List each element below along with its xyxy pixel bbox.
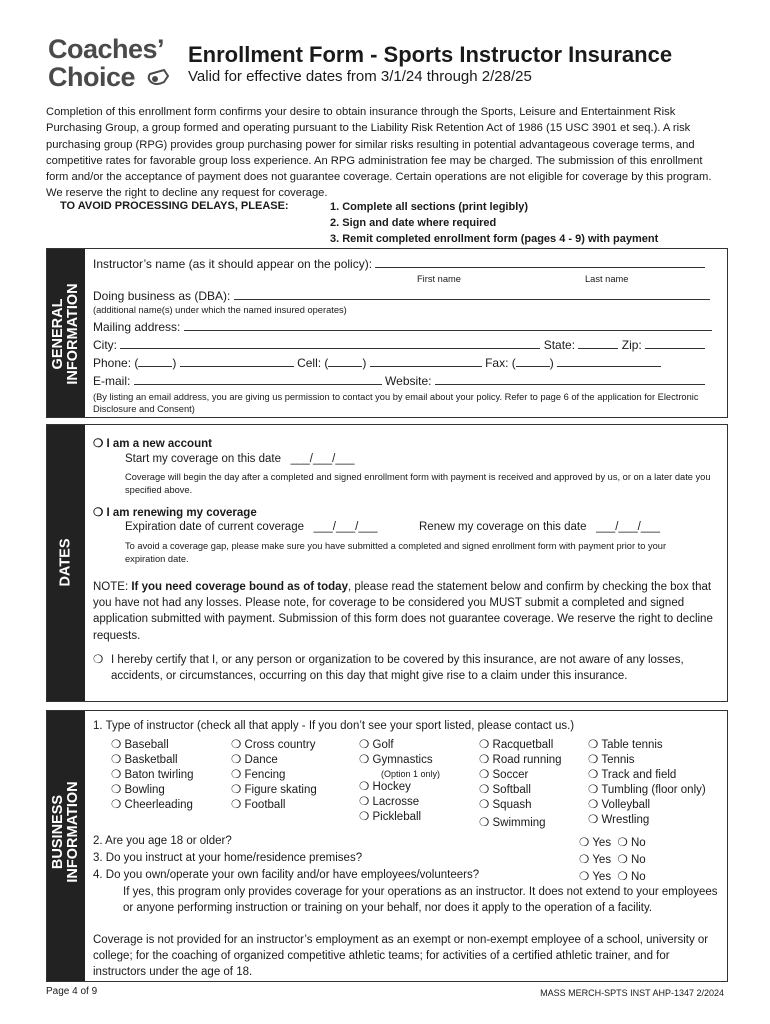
phone-area-field[interactable] (138, 356, 172, 367)
sport-option[interactable]: ❍ Cheerleading (111, 799, 193, 811)
step-3: 3. Remit completed enrollment form (pages 4 - 9) with payment (330, 232, 659, 245)
dates-label: DATES (57, 538, 74, 587)
sport-option[interactable]: ❍ Racquetball (479, 739, 554, 751)
start-date-label: Start my coverage on this date (125, 453, 281, 465)
state-field[interactable] (578, 338, 618, 349)
dates-sidebar (47, 425, 85, 701)
city-field[interactable] (120, 338, 540, 349)
sport-option[interactable]: ❍ Table tennis (588, 739, 663, 751)
form-code: MASS MERCH-SPTS INST AHP-1347 2/2024 (540, 988, 724, 998)
sport-option[interactable]: ❍ Soccer (479, 769, 529, 781)
facility-yes-option[interactable]: ❍ Yes (579, 871, 612, 883)
sport-option[interactable]: ❍ Dance (231, 754, 278, 766)
renew-date-field[interactable]: ___/___/___ (596, 521, 661, 533)
sport-column-5 (588, 738, 706, 828)
sport-option[interactable]: ❍ Baton twirling (111, 769, 194, 781)
cell-field[interactable] (370, 356, 482, 367)
expiration-date-label: Expiration date of current coverage (125, 521, 304, 533)
instructor-type-question: 1. Type of instructor (check all that apply - If you don’t see your sport listed, please contact us.) (93, 720, 575, 732)
whistle-icon (146, 68, 170, 88)
instructor-name-field[interactable] (375, 257, 705, 268)
note-bold: If you need coverage bound as of today (131, 581, 348, 593)
start-date-note: Coverage will begin the day after a completed and signed enrollment form with payment is received and approved by us, or on a later date you specified above. (125, 472, 711, 495)
sport-option[interactable]: ❍ Hockey (359, 781, 411, 793)
age-no-option[interactable]: ❍ No (617, 837, 646, 849)
age-question: 2. Are you age 18 or older? (93, 835, 232, 847)
sport-option[interactable]: ❍ Lacrosse (359, 796, 420, 808)
sport-option[interactable]: ❍ Cross country (231, 739, 316, 751)
phone-label: Phone: ( (93, 356, 139, 370)
business-label: BUSINESS (50, 794, 66, 870)
website-label: Website: (385, 374, 432, 388)
email-field[interactable] (134, 374, 382, 385)
facility-answer (579, 869, 646, 883)
business-information-sidebar (47, 711, 85, 981)
website-field[interactable] (435, 374, 705, 385)
sport-option[interactable]: ❍ Volleyball (588, 799, 651, 811)
step-1: 1. Complete all sections (print legibly) (330, 201, 529, 213)
sport-option[interactable]: ❍ Figure skating (231, 784, 317, 796)
state-label: State: (543, 338, 576, 352)
home-premises-question: 3. Do you instruct at your home/residence premises? (93, 852, 363, 864)
business-information-label: INFORMATION (65, 781, 81, 883)
dates-section (46, 424, 728, 702)
home-no-option[interactable]: ❍ No (617, 854, 646, 866)
fax-area-field[interactable] (516, 356, 550, 367)
avoid-delays-label: TO AVOID PROCESSING DELAYS, PLEASE: (60, 200, 289, 212)
dba-field[interactable] (234, 289, 710, 300)
note-prefix: NOTE: (93, 581, 132, 593)
certify-statement: I hereby certify that I, or any person or organization to be covered by this insurance, are not aware of any losses, accidents, or circumstances, occurring on this day that might give rise to a claim under this insurance. (111, 654, 684, 682)
cell-label: Cell: ( (297, 356, 329, 370)
coaches-choice-logo (48, 34, 188, 92)
general-information-section: GENERAL INFORMATION Instructor’s name (as it should appear on the policy): First name Last name Doing business as (DBA): (additional name(s) under which the named insured operates) Mailing address: City: State: Zip: Phone: ( ) Cell: ( ) Fax: ( ) E-mail: Website: (By listing an email address, you are giving us permission to contact you by email about your policy. Refer to page 6 of the application for Electronic Disclosure and Consent) (46, 248, 728, 418)
sport-option[interactable]: ❍ Pickleball (359, 811, 422, 823)
sport-option[interactable]: ❍ Road running (479, 754, 562, 766)
sport-option[interactable]: ❍ Gymnastics (359, 754, 433, 766)
home-premises-answer (579, 852, 646, 866)
zip-label: Zip: (621, 338, 642, 352)
age-yes-option[interactable]: ❍ Yes (579, 837, 612, 849)
logo-text-line1: Coaches’ (48, 34, 165, 64)
form-subtitle: Valid for effective dates from 3/1/24 through 2/28/25 (188, 68, 532, 85)
dba-label: Doing business as (DBA): (93, 289, 231, 303)
sport-option[interactable]: ❍ Tumbling (floor only) (588, 784, 706, 796)
sport-option[interactable]: ❍ Track and field (588, 769, 677, 781)
home-yes-option[interactable]: ❍ Yes (579, 854, 612, 866)
sport-column-3 (359, 738, 440, 825)
last-name-label: Last name (585, 274, 629, 284)
general-label: GENERAL (50, 298, 66, 370)
sport-option[interactable]: ❍ Fencing (231, 769, 286, 781)
logo-text-line2: Choice (48, 62, 136, 92)
dba-note: (additional name(s) under which the named insured operates) (93, 305, 347, 315)
mailing-address-field[interactable] (184, 320, 712, 331)
cell-area-field[interactable] (328, 356, 362, 367)
facility-note: If yes, this program only provides coverage for your operations as an instructor. It does not extend to your employees or anyone performing instruction or training on your behalf, nor does it apply to the operation of a facility. (123, 886, 718, 914)
business-information-section (46, 710, 728, 982)
sport-column-4 (479, 738, 562, 831)
note-rest: , please read the statement below and confirm by checking the box that you have not had any losses. Please note, for coverage to be considered you MUST submit a completed and signed application submitted with payment. Submission of this form does not guarantee coverage. We reserve the right to decline requests. (93, 581, 713, 642)
fax-field[interactable] (557, 356, 661, 367)
gymnastics-note: (Option 1 only) (381, 769, 441, 779)
facility-no-option[interactable]: ❍ No (617, 871, 646, 883)
sport-option[interactable]: ❍ Tennis (588, 754, 635, 766)
renewing-label: I am renewing my coverage (106, 507, 257, 519)
sport-option[interactable]: ❍ Baseball (111, 739, 169, 751)
new-account-checkbox[interactable]: ❍ (93, 438, 104, 450)
certify-checkbox[interactable]: ❍ (93, 654, 104, 666)
form-title: Enrollment Form - Sports Instructor Insurance (188, 42, 673, 67)
first-name-label: First name (417, 274, 461, 284)
city-label: City: (93, 338, 117, 352)
sport-option[interactable]: ❍ Wrestling (588, 814, 650, 826)
intro-paragraph: Completion of this enrollment form confirms your desire to obtain insurance through the Sports, Leisure and Entertainment Risk Purchasing Group, a group formed and operating pursuant to the Liability Risk Retention Act of 1986 (15 USC 3901 et seq.). A risk purchasing group (RPG) provides group purchasing power for similar risks resulting in potential advantageous coverage terms, and competitive rates for favorable group loss experience. An RPG administration fee may be charged. The submission of this enrollment form and/or the acceptance of payment does not guarantee coverage. Certain operations are not eligible for coverage by this program. We reserve the right to decline any request for coverage. (46, 106, 712, 200)
sport-option[interactable]: ❍ Golf (359, 739, 394, 751)
sport-option[interactable]: ❍ Softball (479, 784, 531, 796)
sport-option[interactable]: ❍ Basketball (111, 754, 178, 766)
information-label: INFORMATION (65, 283, 81, 385)
instructor-name-label: Instructor’s name (as it should appear on the policy): (93, 257, 373, 271)
start-date-field[interactable]: ___/___/___ (290, 453, 355, 465)
page-number: Page 4 of 9 (46, 986, 98, 997)
sport-option[interactable]: ❍ Bowling (111, 784, 165, 796)
instruction-steps (330, 200, 658, 247)
sport-column-1 (111, 738, 194, 813)
step-2: 2. Sign and date where required (330, 216, 497, 229)
age-answer (579, 835, 646, 849)
general-information-sidebar (47, 249, 85, 417)
sport-option[interactable]: ❍ Squash (479, 799, 532, 811)
sport-column-2 (231, 738, 317, 813)
sport-option[interactable]: ❍ Football (231, 799, 286, 811)
renewing-checkbox[interactable]: ❍ (93, 507, 104, 519)
new-account-label: I am a new account (106, 438, 212, 450)
email-label: E-mail: (93, 374, 131, 388)
email-consent-note: (By listing an email address, you are giving us permission to contact you by email about your policy. Refer to page 6 of the application for Electronic Disclosure and Consent) (93, 392, 699, 414)
phone-field[interactable] (180, 356, 294, 367)
expiration-date-field[interactable]: ___/___/___ (313, 521, 378, 533)
today-coverage-note (93, 579, 723, 644)
renewal-note: To avoid a coverage gap, please make sure you have submitted a completed and signed enrollment form with payment prior to your expiration date. (125, 541, 667, 564)
renew-date-label: Renew my coverage on this date (419, 521, 587, 533)
mailing-address-label: Mailing address: (93, 320, 181, 334)
sport-option[interactable]: ❍ Swimming (479, 817, 546, 829)
zip-field[interactable] (645, 338, 705, 349)
facility-question: 4. Do you own/operate your own facility and/or have employees/volunteers? (93, 869, 480, 881)
fax-label: Fax: ( (485, 356, 516, 370)
coverage-exclusion-note: Coverage is not provided for an instructor’s employment as an exempt or non-exempt employee of a school, university or college; for the coaching of organized competitive athletic teams; for activities of a certified athletic trainer, and for instructors under the age of 18. (93, 934, 709, 978)
